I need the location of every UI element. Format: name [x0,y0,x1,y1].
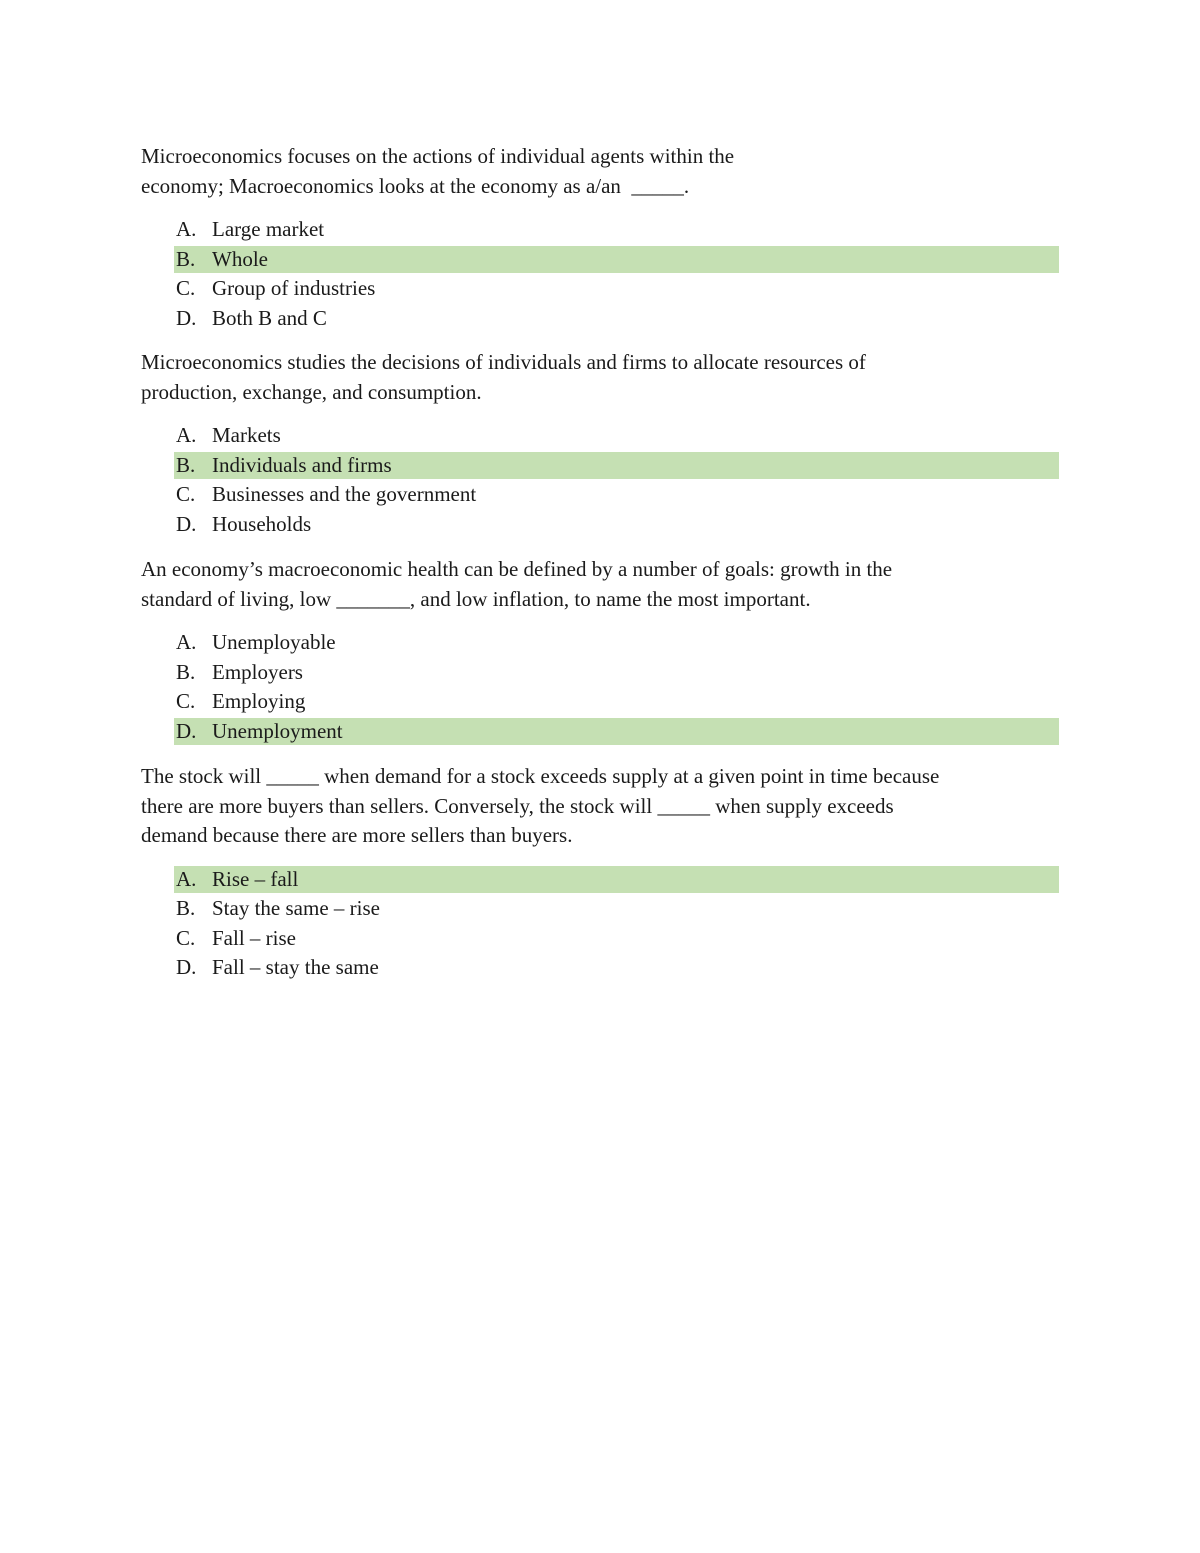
option-letter: B. [176,659,196,684]
option-letter: C. [176,925,196,950]
option-text: Individuals and firms [212,452,392,477]
option-text: Unemployable [212,630,336,654]
option-c [0,687,1059,717]
option-b [0,658,1059,688]
answer-options [141,215,1061,333]
question-stem [141,762,1061,851]
option-d-correct [0,717,1059,747]
question-2 [141,348,1061,539]
option-letter: A. [176,866,197,891]
stem-line: Microeconomics focuses on the actions of individual agents within the [141,144,735,168]
option-a [0,421,1059,451]
option-text: Fall – rise [212,925,296,950]
question-1 [141,142,1061,333]
stem-line: there are more buyers than sellers. Conversely, the stock will _____ when supply exceeds [141,793,894,818]
stem-line: production, exchange, and consumption. [141,379,482,404]
option-letter: C. [176,482,196,506]
option-text: Markets [212,423,281,447]
option-text: Both B and C [212,305,327,330]
stem-line: demand because there are more sellers than buyers. [141,823,573,847]
answer-options [141,421,1061,539]
question-4 [141,762,1061,983]
stem-line: An economy’s macroeconomic health can be defined by a number of goals: growth in the [141,557,893,581]
option-b-correct [0,451,1059,481]
option-text: Group of industries [212,276,376,300]
option-text: Fall – stay the same [212,955,379,979]
option-letter: A. [176,423,197,447]
option-d [0,953,1059,983]
option-text: Businesses and the government [212,482,477,506]
stem-line: Microeconomics studies the decisions of individuals and firms to allocate resources of [141,350,866,374]
option-letter: D. [176,305,197,330]
question-stem [141,555,1061,614]
option-c [0,274,1059,304]
option-letter: C. [176,689,196,713]
option-letter: B. [176,246,196,271]
option-d [0,304,1059,334]
option-b [0,894,1059,924]
stem-line: The stock will _____ when demand for a stock exceeds supply at a given point in time because [141,764,940,788]
question-3 [141,555,1061,746]
option-d [0,510,1059,540]
option-text: Whole [212,246,268,271]
stem-line: standard of living, low _______, and low inflation, to name the most important. [141,586,811,611]
option-c [0,480,1059,510]
option-text: Employing [212,689,306,713]
option-text: Stay the same – rise [212,896,380,920]
correct-answer-highlight [174,866,1059,893]
option-text: Households [212,511,312,536]
option-b-correct [0,245,1059,275]
option-letter: C. [176,276,196,300]
option-text: Employers [212,659,303,684]
question-stem [141,348,1061,407]
option-letter: B. [176,452,196,477]
question-stem [141,142,1061,201]
option-text: Rise – fall [212,866,299,891]
option-a [0,215,1059,245]
option-a-correct [0,865,1059,895]
option-text: Unemployment [212,718,343,743]
option-letter: D. [176,955,197,979]
correct-answer-highlight [174,246,1059,273]
option-letter: B. [176,896,196,920]
option-text: Large market [212,217,325,241]
option-letter: D. [176,511,197,536]
answer-options [141,628,1061,746]
option-c [0,924,1059,954]
option-letter: D. [176,718,197,743]
option-letter: A. [176,217,197,241]
option-a [0,628,1059,658]
stem-line: economy; Macroeconomics looks at the economy as a/an _____. [141,173,690,198]
option-letter: A. [176,630,197,654]
answer-options [141,865,1061,983]
